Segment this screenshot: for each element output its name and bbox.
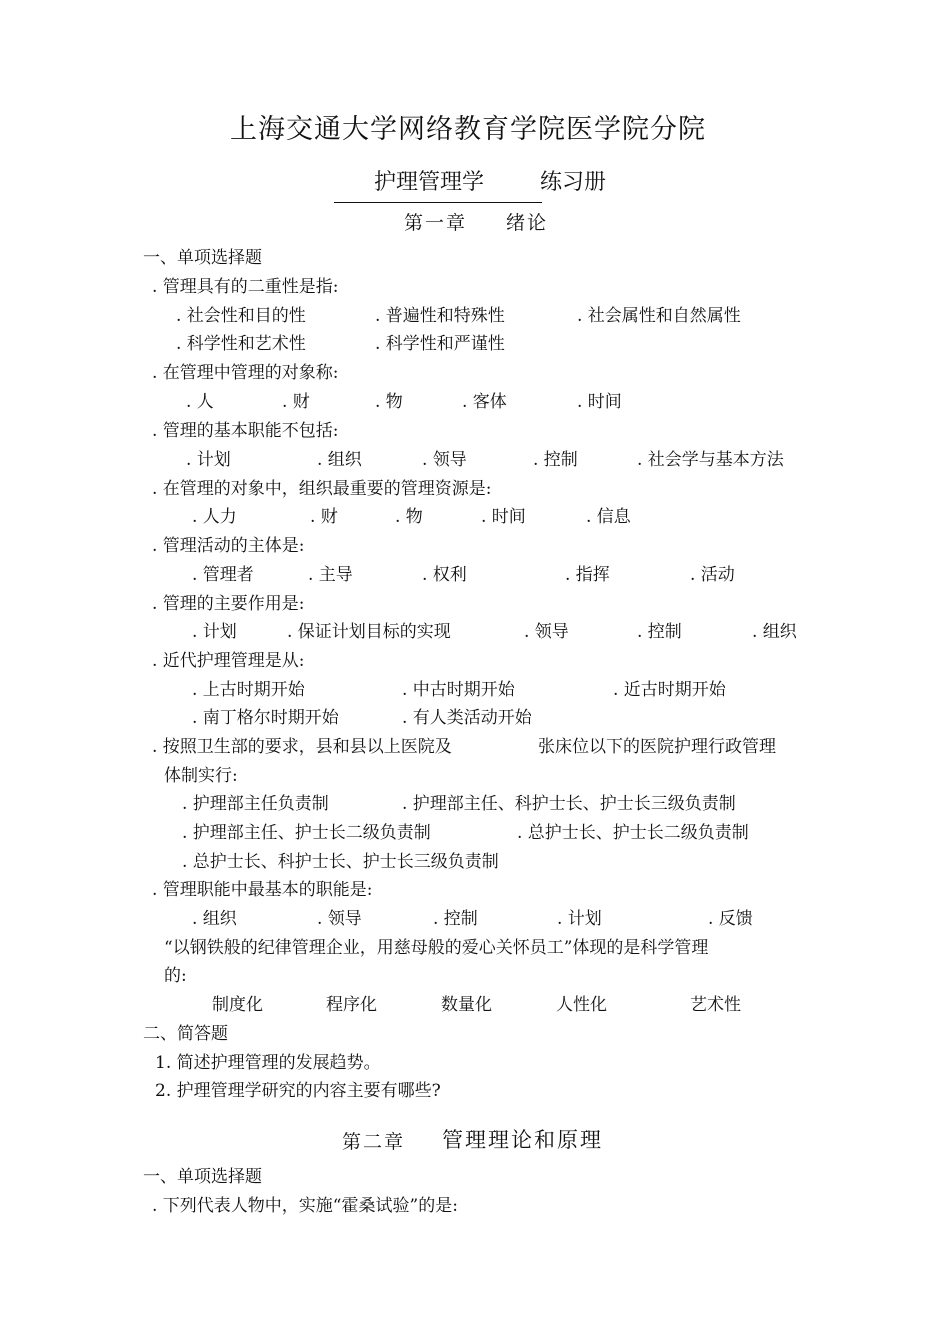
option-b: . 主导	[308, 565, 353, 585]
option-c: 数量化	[441, 995, 492, 1015]
option-e: . 科学性和严谨性	[375, 334, 505, 354]
title-underline	[334, 202, 542, 203]
option-d: . 客体	[462, 392, 507, 412]
short-answer-question: 2. 护理管理学研究的内容主要有哪些?	[155, 1081, 441, 1101]
question-stem: . 近代护理管理是从:	[152, 651, 305, 671]
chapter2-name: 管理理论和原理	[442, 1128, 603, 1152]
option-c: . 护理部主任、护士长二级负责制	[182, 823, 431, 843]
option-e: . 组织	[752, 622, 797, 642]
question-stem: . 在管理的对象中，组织最重要的管理资源是:	[152, 479, 492, 499]
option-d: 人性化	[556, 995, 607, 1015]
option-b: . 领导	[317, 909, 362, 929]
question-stem-part3: 体制实行:	[164, 766, 238, 786]
document-title: 上海交通大学网络教育学院医学院分院	[230, 114, 706, 145]
option-a: . 计划	[192, 622, 237, 642]
option-a: . 计划	[186, 450, 231, 470]
question-stem-part1: . 按照卫生部的要求，县和县以上医院及	[152, 737, 452, 757]
question-stem: . 管理的基本职能不包括:	[152, 421, 339, 441]
option-c: . 领导	[524, 622, 569, 642]
option-a: . 人力	[192, 507, 237, 527]
option-a: . 上古时期开始	[192, 680, 305, 700]
chapter1-label: 第一章	[404, 212, 468, 234]
workbook-title: 练习册	[540, 170, 607, 195]
option-d: . 计划	[557, 909, 602, 929]
option-d: . 控制	[637, 622, 682, 642]
section-heading-single-choice: 一、单项选择题	[143, 1167, 262, 1187]
section-heading-single-choice: 一、单项选择题	[143, 248, 262, 268]
option-e: . 活动	[690, 565, 735, 585]
question-stem: . 管理职能中最基本的职能是:	[152, 880, 373, 900]
course-title: 护理管理学	[374, 170, 485, 195]
option-b: . 普遍性和特殊性	[375, 306, 505, 326]
option-b: . 财	[310, 507, 338, 527]
question-stem-part1: “以钢铁般的纪律管理企业，用慈母般的爱心关怀员工”体现的是科学管理	[164, 938, 709, 958]
option-d: . 总护士长、护士长二级负责制	[517, 823, 749, 843]
option-b: . 保证计划目标的实现	[287, 622, 451, 642]
option-a: . 社会性和目的性	[176, 306, 306, 326]
option-b: . 财	[282, 392, 310, 412]
option-a: . 管理者	[192, 565, 254, 585]
question-stem: . 管理具有的二重性是指:	[152, 277, 339, 297]
chapter2-label: 第二章	[342, 1131, 406, 1153]
question-stem-part2: 张床位以下的医院护理行政管理	[538, 737, 776, 757]
option-b: . 组织	[317, 450, 362, 470]
option-c: . 权利	[422, 565, 467, 585]
option-d: . 控制	[533, 450, 578, 470]
option-e: . 社会学与基本方法	[637, 450, 784, 470]
option-c: . 领导	[422, 450, 467, 470]
option-d: . 指挥	[565, 565, 610, 585]
option-c: . 近古时期开始	[613, 680, 726, 700]
option-b: 程序化	[326, 995, 377, 1015]
option-b: . 中古时期开始	[402, 680, 515, 700]
option-c: . 物	[395, 507, 423, 527]
chapter1-name: 绪论	[506, 212, 549, 234]
option-c: . 物	[375, 392, 403, 412]
option-c: . 控制	[433, 909, 478, 929]
option-d: . 南丁格尔时期开始	[192, 708, 339, 728]
option-d: . 科学性和艺术性	[176, 334, 306, 354]
short-answer-question: 1. 简述护理管理的发展趋势。	[155, 1053, 381, 1073]
question-stem: . 管理的主要作用是:	[152, 594, 305, 614]
option-a: . 组织	[192, 909, 237, 929]
question-stem: . 下列代表人物中，实施“霍桑试验”的是:	[152, 1196, 458, 1216]
option-a: . 人	[186, 392, 214, 412]
option-e: . 反馈	[708, 909, 753, 929]
option-a: . 护理部主任负责制	[182, 794, 329, 814]
question-stem: . 管理活动的主体是:	[152, 536, 305, 556]
option-e: 艺术性	[690, 995, 741, 1015]
option-a: 制度化	[212, 995, 263, 1015]
option-e: . 有人类活动开始	[402, 708, 532, 728]
option-b: . 护理部主任、科护士长、护士长三级负责制	[402, 794, 736, 814]
option-c: . 社会属性和自然属性	[577, 306, 741, 326]
question-stem: . 在管理中管理的对象称:	[152, 363, 339, 383]
section-heading-short-answer: 二、简答题	[143, 1024, 228, 1044]
option-e: . 时间	[577, 392, 622, 412]
question-stem-part2: 的:	[164, 966, 187, 986]
option-d: . 时间	[481, 507, 526, 527]
option-e: . 信息	[586, 507, 631, 527]
option-e: . 总护士长、科护士长、护士长三级负责制	[182, 852, 499, 872]
